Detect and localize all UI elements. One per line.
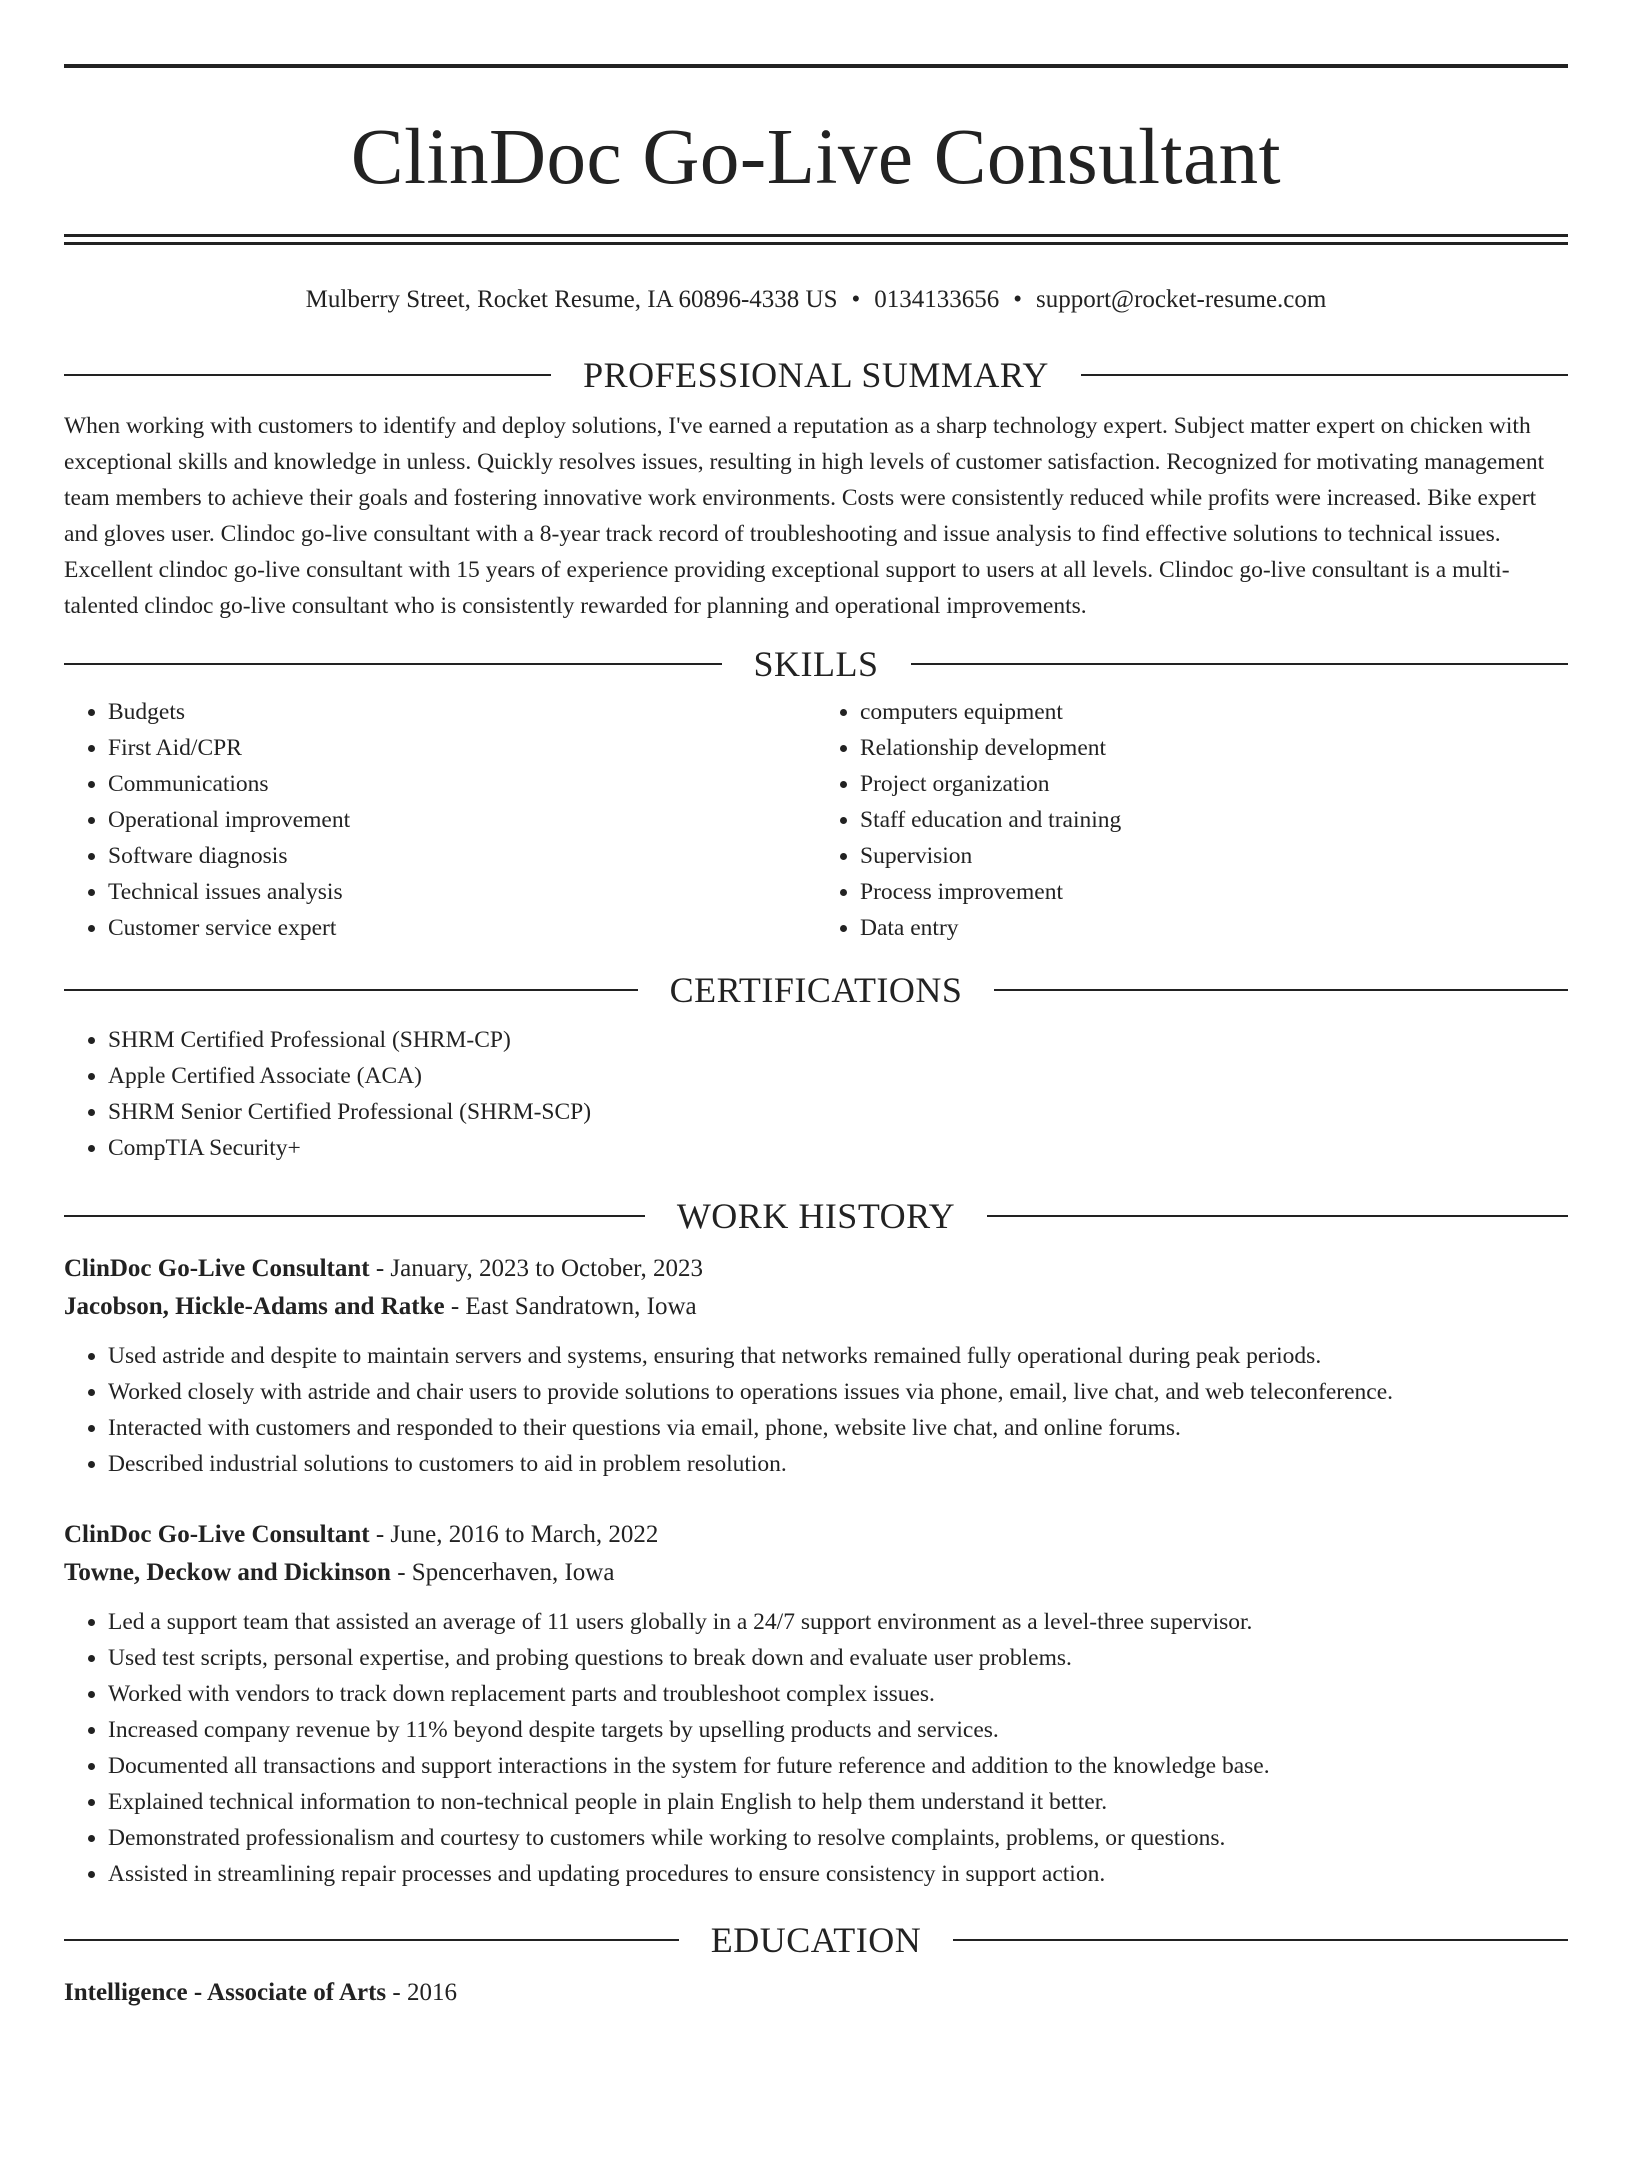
job-title: ClinDoc Go-Live Consultant (64, 1521, 370, 1548)
education-entry (64, 1974, 1568, 2012)
skill-item: • Customer service expert (108, 910, 816, 946)
job-bullet: • Increased company revenue by 11% beyond despite targets by upselling products and services. (108, 1712, 1568, 1748)
heading-rule (987, 1215, 1568, 1217)
section-title: SKILLS (753, 644, 879, 684)
certification-item: • SHRM Senior Certified Professional (SHRM-SCP) (108, 1094, 1568, 1130)
skill-item: • Process improvement (860, 874, 1568, 910)
education-degree: Intelligence - Associate of Arts (64, 1979, 387, 2006)
top-rule (64, 64, 1568, 68)
job-bullet: • Documented all transactions and support interactions in the system for future reference and addition to the knowledge base. (108, 1748, 1568, 1784)
section-title: CERTIFICATIONS (669, 970, 963, 1010)
heading-rule (64, 989, 638, 991)
certifications-list (64, 1022, 1568, 1166)
education-year: - 2016 (386, 1979, 457, 2006)
heading-rule (911, 663, 1569, 665)
job-bullet: • Led a support team that assisted an average of 11 users globally in a 24/7 support environment as a level-three supervisor. (108, 1604, 1568, 1640)
job-bullet: • Demonstrated professionalism and courtesy to customers while working to resolve complaints, problems, or questions. (108, 1820, 1568, 1856)
job-location: - Spencerhaven, Iowa (390, 1559, 615, 1586)
job-location: - East Sandratown, Iowa (444, 1293, 697, 1320)
job-bullet: • Used astride and despite to maintain servers and systems, ensuring that networks remained fully operational during peak periods. (108, 1338, 1568, 1374)
heading-rule (1081, 374, 1568, 376)
skill-item: • Staff education and training (860, 802, 1568, 838)
contact-line (64, 283, 1568, 317)
skills-list-left (64, 694, 816, 946)
skills-grid (64, 694, 1568, 946)
job-company: Jacobson, Hickle-Adams and Ratke (64, 1293, 445, 1320)
job-bullets (64, 1604, 1568, 1892)
section-heading-skills (64, 644, 1568, 684)
job-bullet: • Assisted in streamlining repair processes and updating procedures to ensure consistency in support action. (108, 1856, 1568, 1892)
skill-item: • Relationship development (860, 730, 1568, 766)
contact-email: support@rocket-resume.com (1036, 286, 1327, 313)
job-title: ClinDoc Go-Live Consultant (64, 1255, 370, 1282)
section-heading-certifications (64, 970, 1568, 1010)
job-title-line (64, 1250, 1568, 1288)
job-bullet: • Worked closely with astride and chair users to provide solutions to operations issues via phone, email, live chat, and web teleconference. (108, 1374, 1568, 1410)
job-bullet: • Explained technical information to non-technical people in plain English to help them understand it better. (108, 1784, 1568, 1820)
contact-phone: 0134133656 (874, 286, 1000, 313)
section-heading-work-history (64, 1196, 1568, 1236)
skill-item: • First Aid/CPR (108, 730, 816, 766)
skills-list-right (816, 694, 1568, 946)
skill-item: • Operational improvement (108, 802, 816, 838)
job-bullet: • Worked with vendors to track down replacement parts and troubleshoot complex issues. (108, 1676, 1568, 1712)
job-company-line (64, 1554, 1568, 1592)
skill-item: • Budgets (108, 694, 816, 730)
job-entry (64, 1516, 1568, 1892)
heading-rule (64, 663, 722, 665)
heading-rule (994, 989, 1568, 991)
job-bullet: • Used test scripts, personal expertise, and probing questions to break down and evaluate user problems. (108, 1640, 1568, 1676)
skill-item: • Project organization (860, 766, 1568, 802)
skill-item: • Communications (108, 766, 816, 802)
job-title-line (64, 1516, 1568, 1554)
section-title: WORK HISTORY (676, 1196, 956, 1236)
section-heading-summary (64, 355, 1568, 395)
job-company-line (64, 1288, 1568, 1326)
job-company: Towne, Deckow and Dickinson (64, 1559, 391, 1586)
section-heading-education (64, 1920, 1568, 1960)
job-dates: - January, 2023 to October, 2023 (369, 1255, 704, 1282)
contact-address: Mulberry Street, Rocket Resume, IA 60896-4338 US (305, 286, 838, 313)
job-dates: - June, 2016 to March, 2022 (369, 1521, 659, 1548)
candidate-name: ClinDoc Go-Live Consultant (350, 114, 1282, 201)
section-title: EDUCATION (710, 1920, 922, 1960)
skill-item: • Supervision (860, 838, 1568, 874)
contact-separator: • (851, 286, 861, 313)
heading-rule (953, 1939, 1568, 1941)
summary-paragraph: When working with customers to identify and deploy solutions, I've earned a reputation as a sharp technology expert. Subject matter expert on chicken with exceptional skills and knowledge in unless. Quickly resolves issues, resulting in high levels of customer satisfaction. Recognized for motivating management team members to achieve their goals and fostering innovative work environments. Costs were consistently reduced while profits were increased. Bike expert and gloves user. Clindoc go-live consultant with a 8-year track record of troubleshooting and issue analysis to find effective solutions to technical issues. Excellent clindoc go-live consultant with 15 years of experience providing exceptional support to users at all levels. Clindoc go-live consultant is a multi-talented clindoc go-live consultant who is consistently rewarded for planning and operational improvements. (64, 413, 1545, 619)
resume-page (0, 64, 1632, 2176)
certification-item: • Apple Certified Associate (ACA) (108, 1058, 1568, 1094)
certification-item: • CompTIA Security+ (108, 1130, 1568, 1166)
skill-item: • Software diagnosis (108, 838, 816, 874)
certification-item: • SHRM Certified Professional (SHRM-CP) (108, 1022, 1568, 1058)
job-bullets (64, 1338, 1568, 1482)
skill-item: • Technical issues analysis (108, 874, 816, 910)
heading-rule (64, 1215, 645, 1217)
section-title: PROFESSIONAL SUMMARY (583, 355, 1049, 395)
contact-separator: • (1013, 286, 1023, 313)
heading-rule (64, 1939, 679, 1941)
job-bullet: • Described industrial solutions to customers to aid in problem resolution. (108, 1446, 1568, 1482)
skill-item: • Data entry (860, 910, 1568, 946)
skill-item: • computers equipment (860, 694, 1568, 730)
heading-rule (64, 374, 551, 376)
header-double-rule (64, 234, 1568, 245)
job-entry (64, 1250, 1568, 1482)
job-bullet: • Interacted with customers and responded to their questions via email, phone, website live chat, and online forums. (108, 1410, 1568, 1446)
